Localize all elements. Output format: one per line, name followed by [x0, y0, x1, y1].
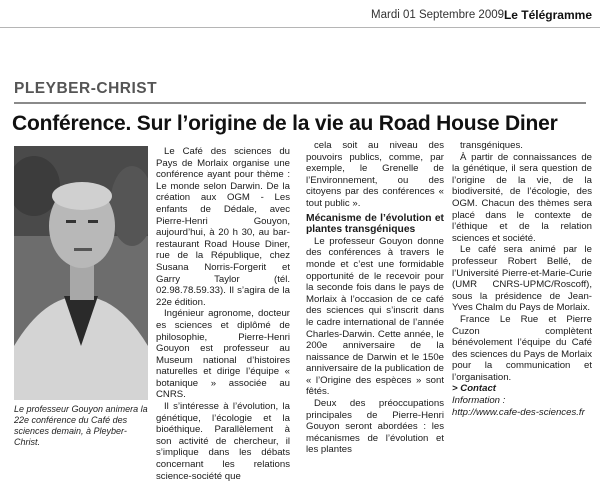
article-column-1 [156, 146, 290, 482]
paragraph: Le café sera animé par le professeur Robert Bellé, de l’Université Pierre-et-Marie-Curie (UMR CNRS-UPMC/Roscoff), sous la présidence de Jean-Yves Chalm du Pays de Morlaix. [452, 244, 592, 314]
paragraph: transgéniques. [460, 140, 523, 151]
paragraph: cela soit au niveau des pouvoirs publics, comme, par exemple, le Grenelle de l’Environnement, ou des citoyens par des conférences « tout public ». [306, 140, 444, 209]
portrait-photo [14, 146, 148, 400]
section-rule [14, 102, 586, 104]
contact-url[interactable]: http://www.cafe-des-sciences.fr [452, 406, 585, 418]
article-column-2 [306, 140, 444, 456]
paragraph: À partir de connaissances de la génétique, il sera question de l’origine de la vie, de la biodiversité, de l’écologie, des OGM. Chacun des thèmes sera placé dans le contexte de l’éthique et de la relation sciences et société. [452, 151, 592, 244]
newspaper-name: Le Télégramme [503, 8, 592, 22]
article-headline: Conférence. Sur l’origine de la vie au Road House Diner [12, 112, 558, 135]
subheading: Mécanisme de l’évolution et plantes transgéniques [306, 212, 444, 236]
section-title: PLEYBER-CHRIST [14, 80, 158, 97]
article-column-3 [452, 140, 592, 418]
paragraph: Le professeur Gouyon donne des conférences à travers le monde et c’est une formidable opportunité de le recevoir pour la seconde fois dans le pays de Morlaix à l’occasion de ce café des sciences qui s’inscrit dans le cadre international de l’année Charles-Darwin. Cette année, le 200e anniversaire de la naissance de Darwin et le 150e anniversaire de la publication de « l’Origine des espèces » sont fêtés. [306, 235, 444, 398]
paragraph: France Le Rue et Pierre Cuzon complètent bénévolement l’équipe du Café des sciences du Pays de Morlaix pour la communication et l’organisation. [452, 313, 592, 383]
paragraph: Ingénieur agronome, docteur es sciences et diplômé de philosophie, Pierre-Henri Gouyon est professeur au Museum national d’histoires naturelles et dirige l’équipe « botanique » associée au CNRS. [156, 308, 290, 401]
paragraph: Deux des préoccupations principales de Pierre-Henri Gouyon seront abordées : les mécanismes de l’évolution et les plantes [306, 398, 444, 456]
photo-caption: Le professeur Gouyon animera la 22e conférence du Café des sciences demain, à Pleyber-Christ. [14, 404, 148, 447]
issue-date: Mardi 01 Septembre 2009 [371, 9, 504, 21]
portrait-illustration [14, 146, 148, 400]
paragraph: Il s’intéresse à l’évolution, la génétique, l’écologie et la bioéthique. Parallèlement à son activité de chercheur, il s’implique dans les débats concernant les relations science-société que [156, 401, 290, 482]
paragraph: Le Café des sciences du Pays de Morlaix organise une conférence ayant pour thème : Le monde selon Darwin. De la création aux OGM - Les enfants de Dédale, avec Pierre-Henri Gouyon, aujourd’hui, à 20 h 30, au bar-restaurant Road House Diner, rue de la République, chez Susana Norris-Forgerit et Garry Taylor (tél. 02.98.78.59.33). Il s’agira de la 22e édition. [156, 146, 290, 308]
header-rule [0, 27, 600, 28]
contact-heading: > Contact [452, 383, 496, 395]
contact-label: Information : [452, 395, 506, 407]
page-header [0, 0, 600, 28]
